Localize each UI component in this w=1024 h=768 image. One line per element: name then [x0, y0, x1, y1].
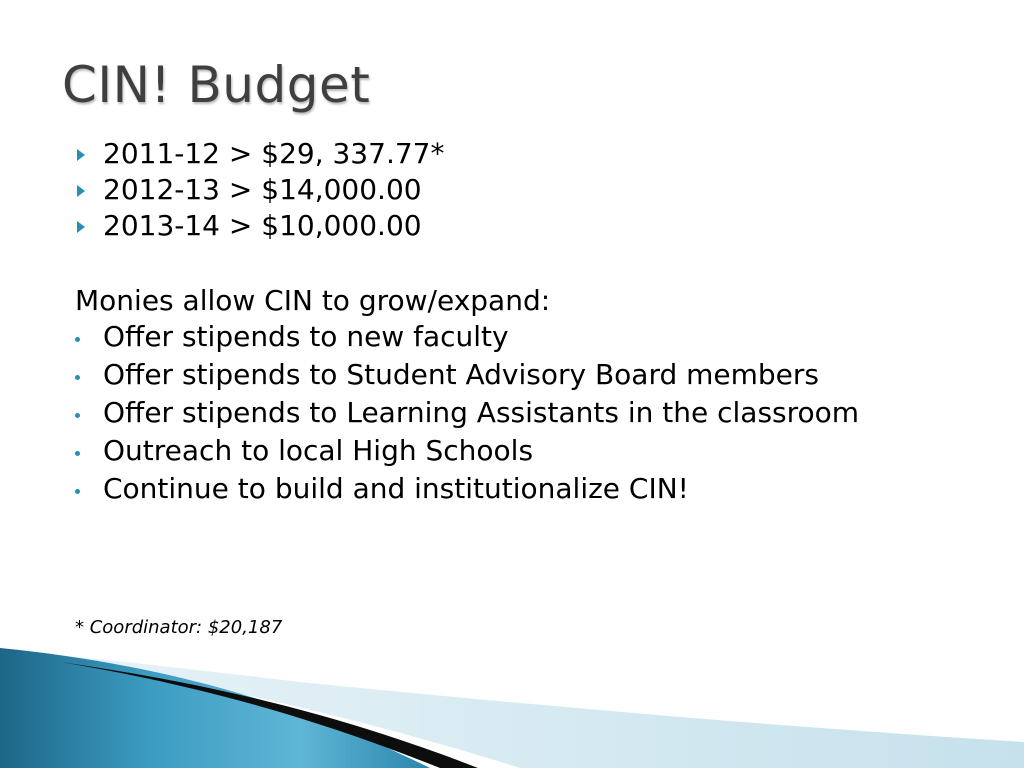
use-item-label: Outreach to local High Schools	[103, 434, 534, 467]
use-item-label: Offer stipends to Student Advisory Board members	[103, 358, 820, 391]
slide-title: CIN! Budget	[62, 56, 371, 114]
intro-text: Monies allow CIN to grow/expand:	[75, 284, 551, 317]
footnote: * Coordinator: $20,187	[75, 617, 283, 638]
budget-item-label: 2012-13 > $14,000.00	[103, 173, 422, 206]
budget-item-label: 2013-14 > $10,000.00	[103, 209, 422, 242]
use-item-label: Offer stipends to Learning Assistants in the classroom	[103, 396, 860, 429]
use-item-label: Offer stipends to new faculty	[103, 320, 509, 353]
budget-item-label: 2011-12 > $29, 337.77*	[103, 137, 445, 170]
use-item-label: Continue to build and institutionalize CIN!	[103, 472, 689, 505]
